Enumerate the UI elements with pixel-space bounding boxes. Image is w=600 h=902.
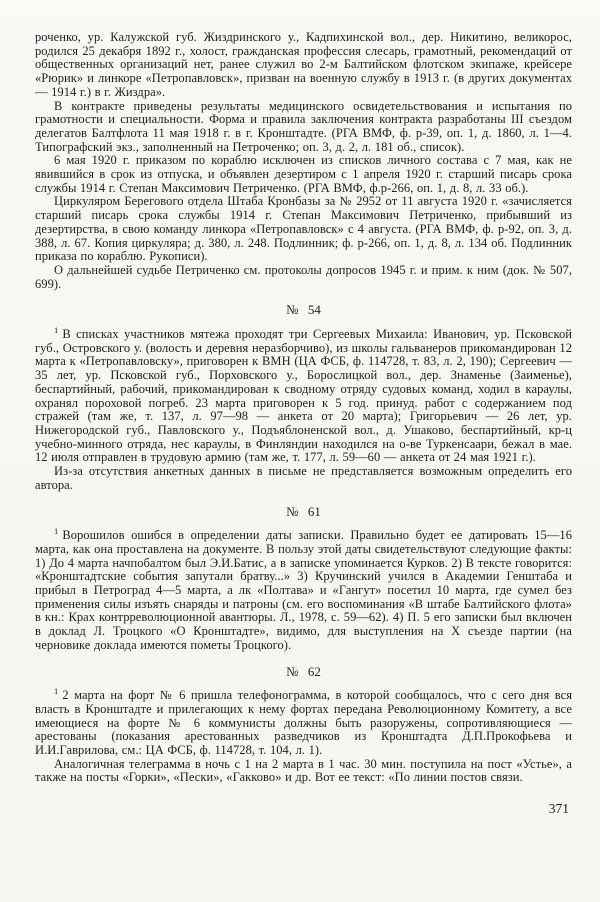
footnote-marker: 1	[54, 686, 59, 697]
paragraph: Из-за отсутствия анкетных данных в письме не представляется возможным определить его автора.	[35, 464, 572, 492]
paragraph	[35, 526, 572, 652]
paragraph-text: Ворошилов ошибся в определении даты записки. Правильно будет ее датировать 15—16 марта, как она проставлена на документе. В пользу этой даты свидетельствуют следующие факты: 1) До 4 марта начпобалтом был Э.И.Батис, а в записке упоминается Курков. 2) В тексте говорится: «Кронштадтские события запутали братву...» 3) Кручинский учился в Академии Генштаба и прибыл в Петроград 4—5 марта, а лк «Полтава» и «Гангут» посетил 10 марта, где сумел без применения силы изъять снаряды и патроны (см. его воспоминания «В штабе Балтийского флота» в кн.: Крах контрреволюционной авантюры. Л., 1978, с. 59—62). 4) П. 5 его записки был включен в доклад Л. Троцкого «О Кронштадте», видимо, для выступления на X съезде партии (на черновике доклада имеются пометы Троцкого).	[35, 528, 572, 652]
footnote-marker: 1	[54, 526, 59, 537]
paragraph-text: В списках участников мятежа проходят три Сергеевых Михаила: Иванович, ур. Псковской губ., Островского у. (волость и деревня неразборчиво), из школы гальванеров прикомандирован 12 марта к «Петропавловску», приговорен к ВМН (ЦА ФСБ, ф. 114728, т. 83, л. 2, 190); Сергеевич — 35 лет, ур. Псковской губ., Порховского у., Борослицкой вол., дер. Знаменье (Заименье), беспартийный, рабочий, прикомандирован к сводному отряду судовых команд, ходил в караулы, охранял пороховой погреб. 23 марта приговорен к 5 год. принуд. работ с содержанием под стражей (там же, т. 137, л. 97—98 — анкета от 20 марта); Григорьевич — 26 лет, ур. Нижегородской губ., Павловского у., Подъяблоненской вол., д. Ушаково, беспартийный, кр-ц учебно-минного отряда, нес караулы, в Финляндии находился на о-ве Туркенсаари, бежал в мае. 12 июля отправлен в трудовую армию (там же, т. 177, л. 59—60 — анкета от 24 мая 1921 г.).	[35, 327, 572, 465]
text-column	[35, 31, 572, 816]
paragraph: Аналогичная телеграмма в ночь с 1 на 2 марта в 1 час. 30 мин. поступила на пост «Устье», а также на посты «Горки», «Пески», «Гакково» и др. Вот ее текст: «По линии постов связи.	[35, 756, 572, 785]
section-heading: № 62	[286, 663, 321, 679]
page-number: 371	[548, 801, 569, 817]
paragraph: Циркуляром Берегового отдела Штаба Кронбазы за № 2952 от 11 августа 1920 г. «зачисляется старший писарь срока службы 1914 г. Степан Максимович Петриченко, прибывший из дезертирства, в свою команду линкора «Петропавловск» с 4 августа. (РГА ВМФ, ф. р-92, оп. 3, д. 388, л. 67. Копия циркуляра; д. 380, л. 248. Подлинник; ф. р-266, оп. 1, д. 8, л. 134 об. Подлинник приказа по кораблю. Рукописи).	[35, 194, 572, 264]
section-heading: № 54	[286, 302, 321, 318]
paragraph-text: 2 марта на форт № 6 пришла телефонограмма, в которой сообщалось, что с сего дня вся власть в Кронштадте и прилегающих к нему фортах передана Революционному Комитету, а все имеющиеся на форте № 6 коммунисты должны быть разоружены, сопротивляющиеся — арестованы (показания арестованных разведчиков из Кронштадта Д.П.Прокофьева и И.И.Гаврилова, см.: ЦА ФСБ, ф. 114728, т. 104, л. 1).	[35, 688, 572, 758]
paragraph: В контракте приведены результаты медицинского освидетельствования и испытания по грамотности и специальности. Форма и правила заключения контракта разработаны III съездом делегатов Балтфлота 11 мая 1918 г. в г. Кронштадте. (РГА ВМФ, ф. р-39, оп. 1, д. 1860, л. 1—4. Типографский экз., заполненный на Петроченко; оп. 3, д. 2, л. 181 об., список).	[35, 98, 572, 154]
paragraph: роченко, ур. Калужской губ. Жиздринского у., Кадпихинской вол., дер. Никитино, великорос, родился 25 декабря 1892 г., холост, гражданская профессия слесарь, грамотный, рекомендаций от общественных организаций нет, ранее служил во 2-м Балтийском флотском экипаже, крейсере «Рюрик» и линкоре «Петропавловск», призван на военную службу в 1913 г. (в других документах — 1914 г.) в г. Жиздра».	[35, 30, 572, 99]
section-heading: № 61	[286, 503, 321, 519]
paragraph	[35, 324, 572, 465]
paragraph: 6 мая 1920 г. приказом по кораблю исключен из списков личного состава с 7 мая, как не явившийся в срок из отпуска, и объявлен дезертиром с 1 апреля 1920 г. старший писарь срока службы 1914 г. Степан Максимович Петриченко. (РГА ВМФ, ф.р-266, оп. 1, д. 8, л. 33 об.).	[35, 153, 572, 195]
paragraph: О дальнейшей судьбе Петриченко см. протоколы допросов 1945 г. и прим. к ним (док. № 507, 699).	[35, 262, 572, 291]
paragraph	[35, 686, 572, 758]
footnote-marker: 1	[54, 324, 59, 335]
